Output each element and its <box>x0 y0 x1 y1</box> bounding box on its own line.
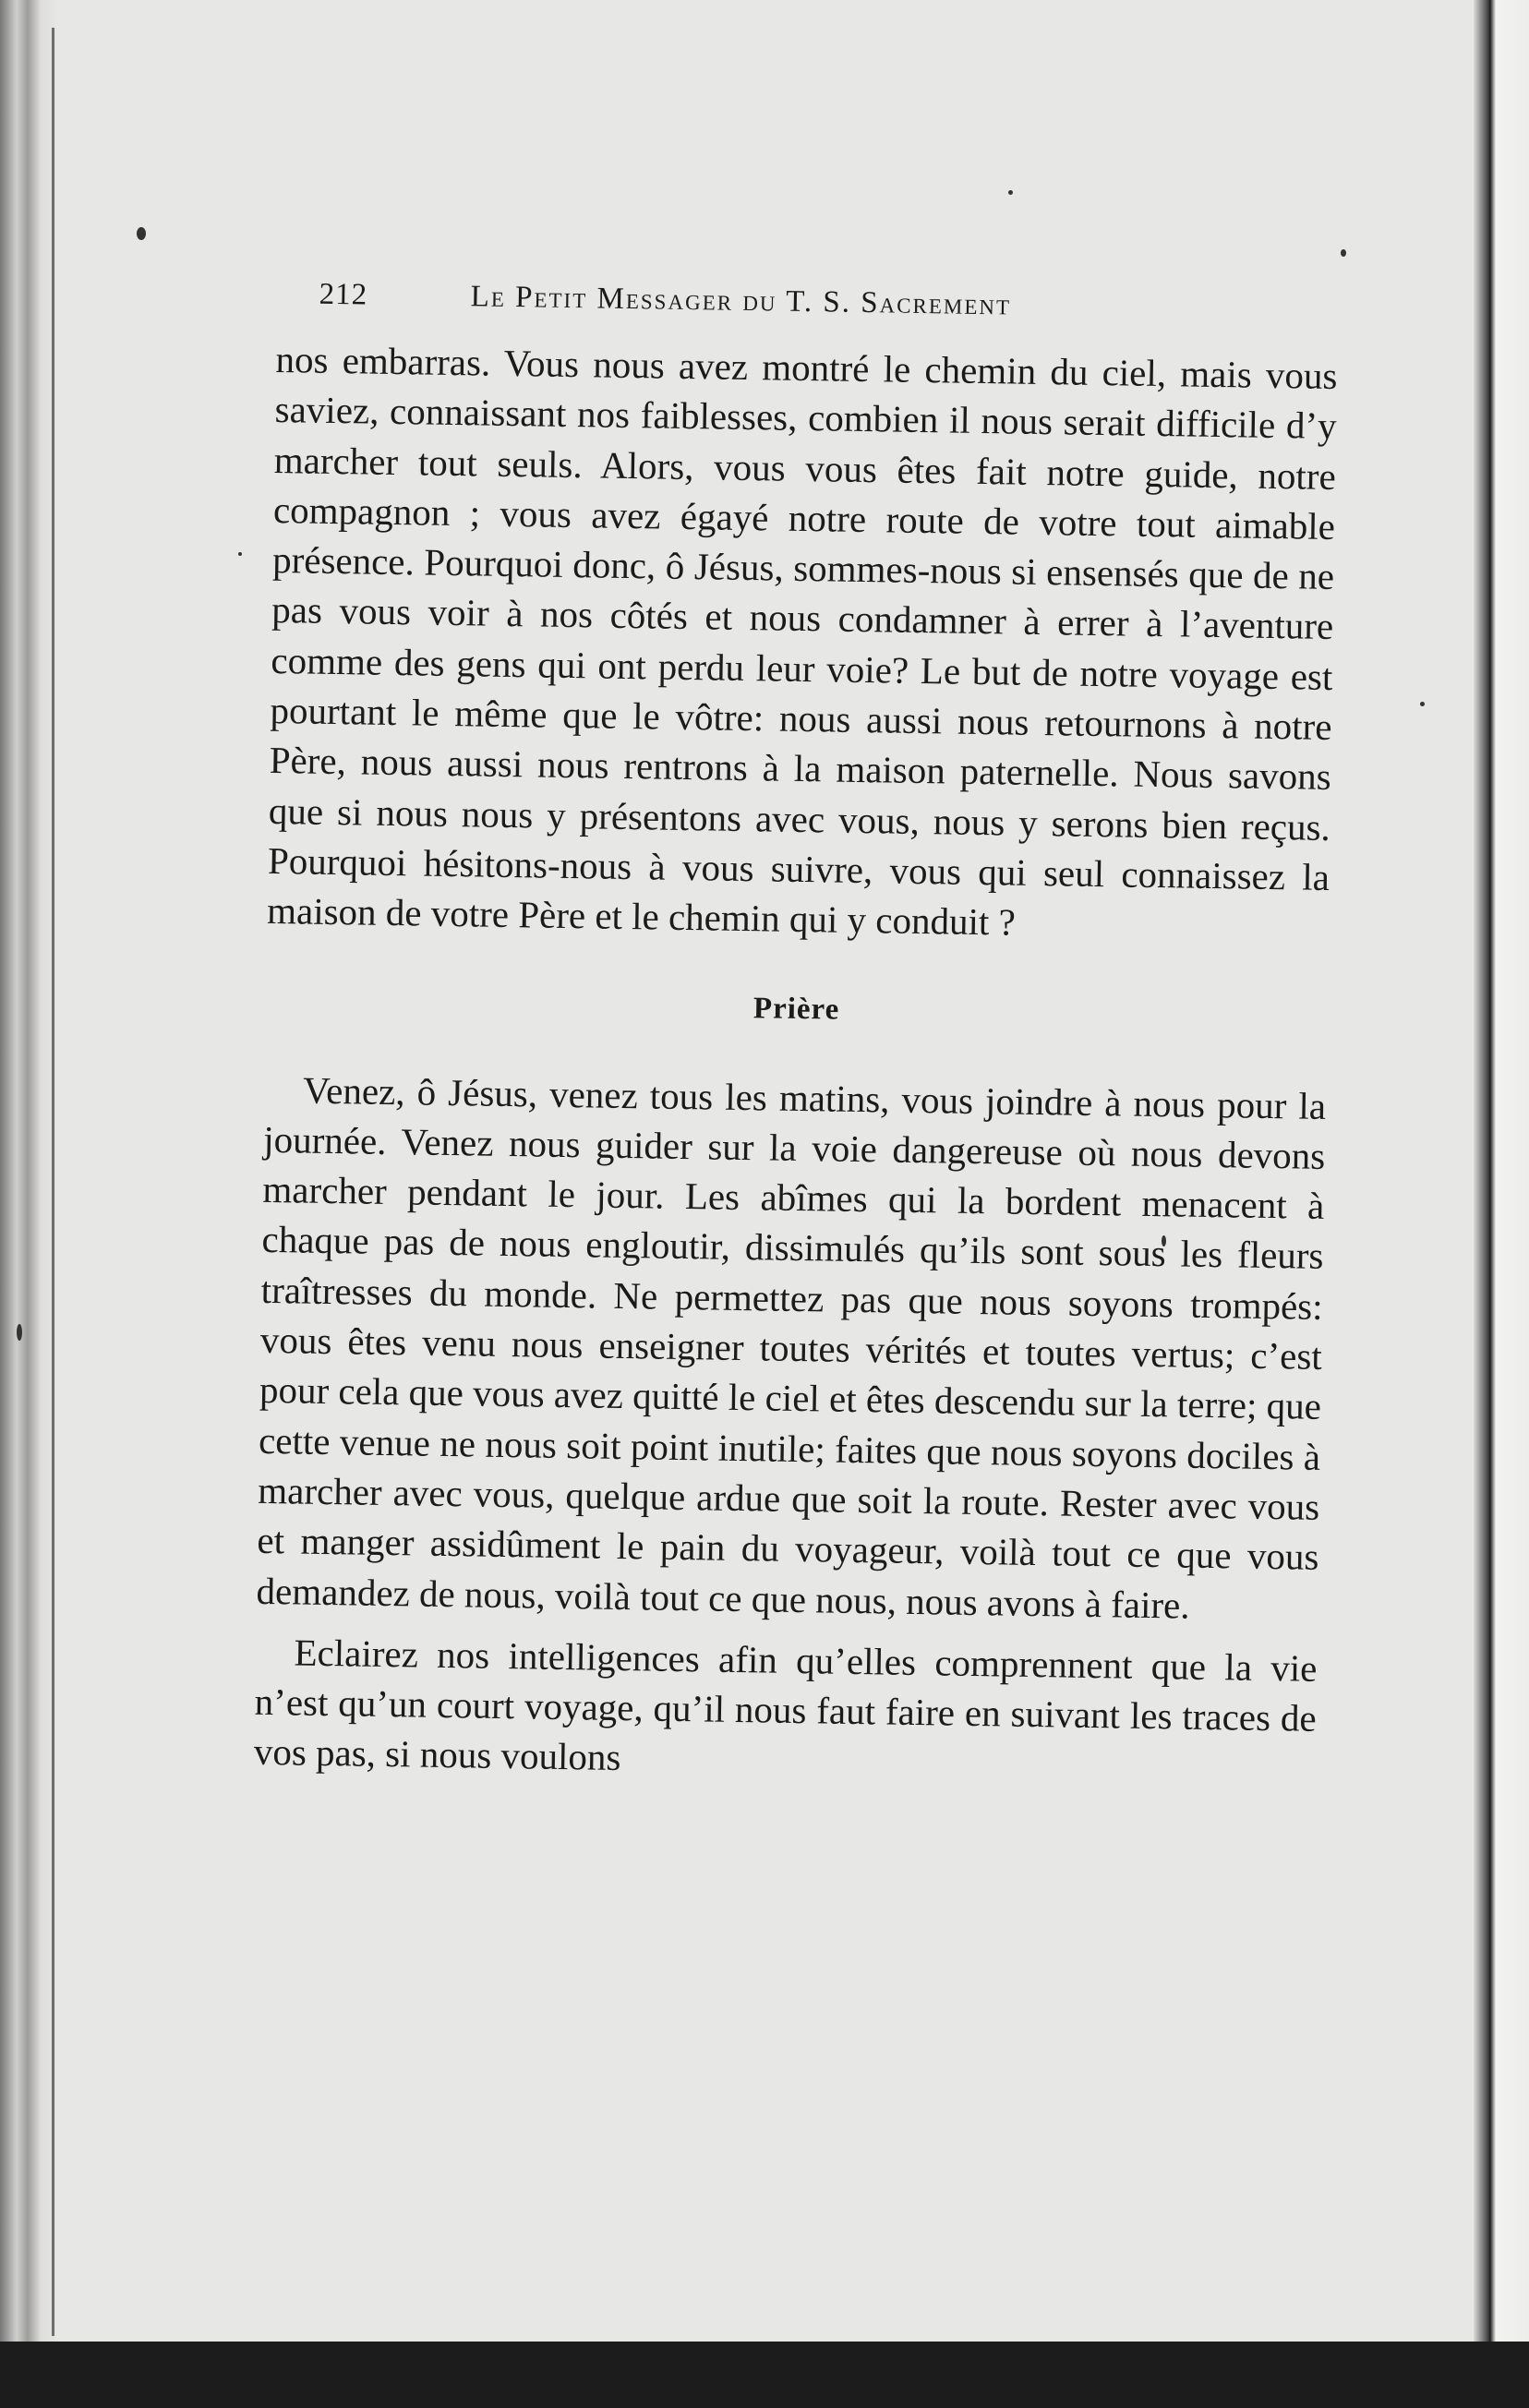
page-number: 212 <box>319 277 368 312</box>
page-text <box>253 277 1338 1794</box>
dust-speck <box>137 227 146 240</box>
binding-line <box>52 28 54 2336</box>
prayer-paragraph: Venez, ô Jésus, venez tous les matins, vous joindre à nous pour la journée. Venez nous guider sur la voie dangereuse où nous devons marcher pendant le jour. Les abîmes qui la bordent menacent à chaque pas de nous engloutir, dissimulés qu’ils sont sous les fleurs traîtresses du monde. Ne permettez pas que nous soyons trompés: vous êtes venu nous enseigner toutes vérités et toutes vertus; c’est pour cela que vous avez quitté le ciel et êtes descendu sur la terre; que cette venue ne nous soit point inutile; faites que nous soyons dociles à marcher avec vous, quelque ardue que soit la route. Rester avec vous et manger assidûment le pain du voyageur, voilà tout ce que vous demandez de nous, voilà tout ce que nous, nous avons à faire. <box>256 1068 1327 1627</box>
body-paragraph: nos embarras. Vous nous avez montré le chemin du ciel, mais vous saviez, connaissant nos faiblesses, combien il nous serait difficile d’y marcher tout seuls. Alors, vous vous êtes fait notre guide, notre compagnon ; vous avez égayé notre route de votre tout aimable présence. Pourquoi donc, ô Jésus, sommes-nous si ensensés que de ne pas vous voir à nos côtés et nous condamner à errer à l’aventure comme des gens qui ont perdu leur voie? Le but de notre voyage est pourtant le même que le vôtre: nous aussi nous retournons à notre Père, nous aussi nous rentrons à la maison paternelle. Nous savons que si nous nous y présentons avec vous, nous y serons bien reçus. Pourquoi hésitons-nous à vous suivre, vous qui seul connaissez la maison de votre Père et le chemin qui y conduit ? <box>266 337 1338 944</box>
dust-speck <box>17 1324 22 1341</box>
facing-page-edge <box>1474 0 1529 2408</box>
dust-speck <box>1420 702 1425 706</box>
dust-speck <box>1341 249 1346 257</box>
dust-speck <box>238 552 242 556</box>
section-heading: Prière <box>752 991 840 1027</box>
scanner-bed-bottom <box>0 2342 1529 2408</box>
binding-edge-left <box>0 0 59 2408</box>
dust-speck <box>1008 190 1013 195</box>
prayer-paragraph: Eclairez nos intelligences afin qu’elles comprennent que la vie n’est qu’un court voyage, qu’il nous faut faire en suivant les traces de vos pas, si nous voulons <box>253 1631 1318 1779</box>
running-title: Le Petit Messager du T. S. Sacrement <box>470 280 1012 322</box>
